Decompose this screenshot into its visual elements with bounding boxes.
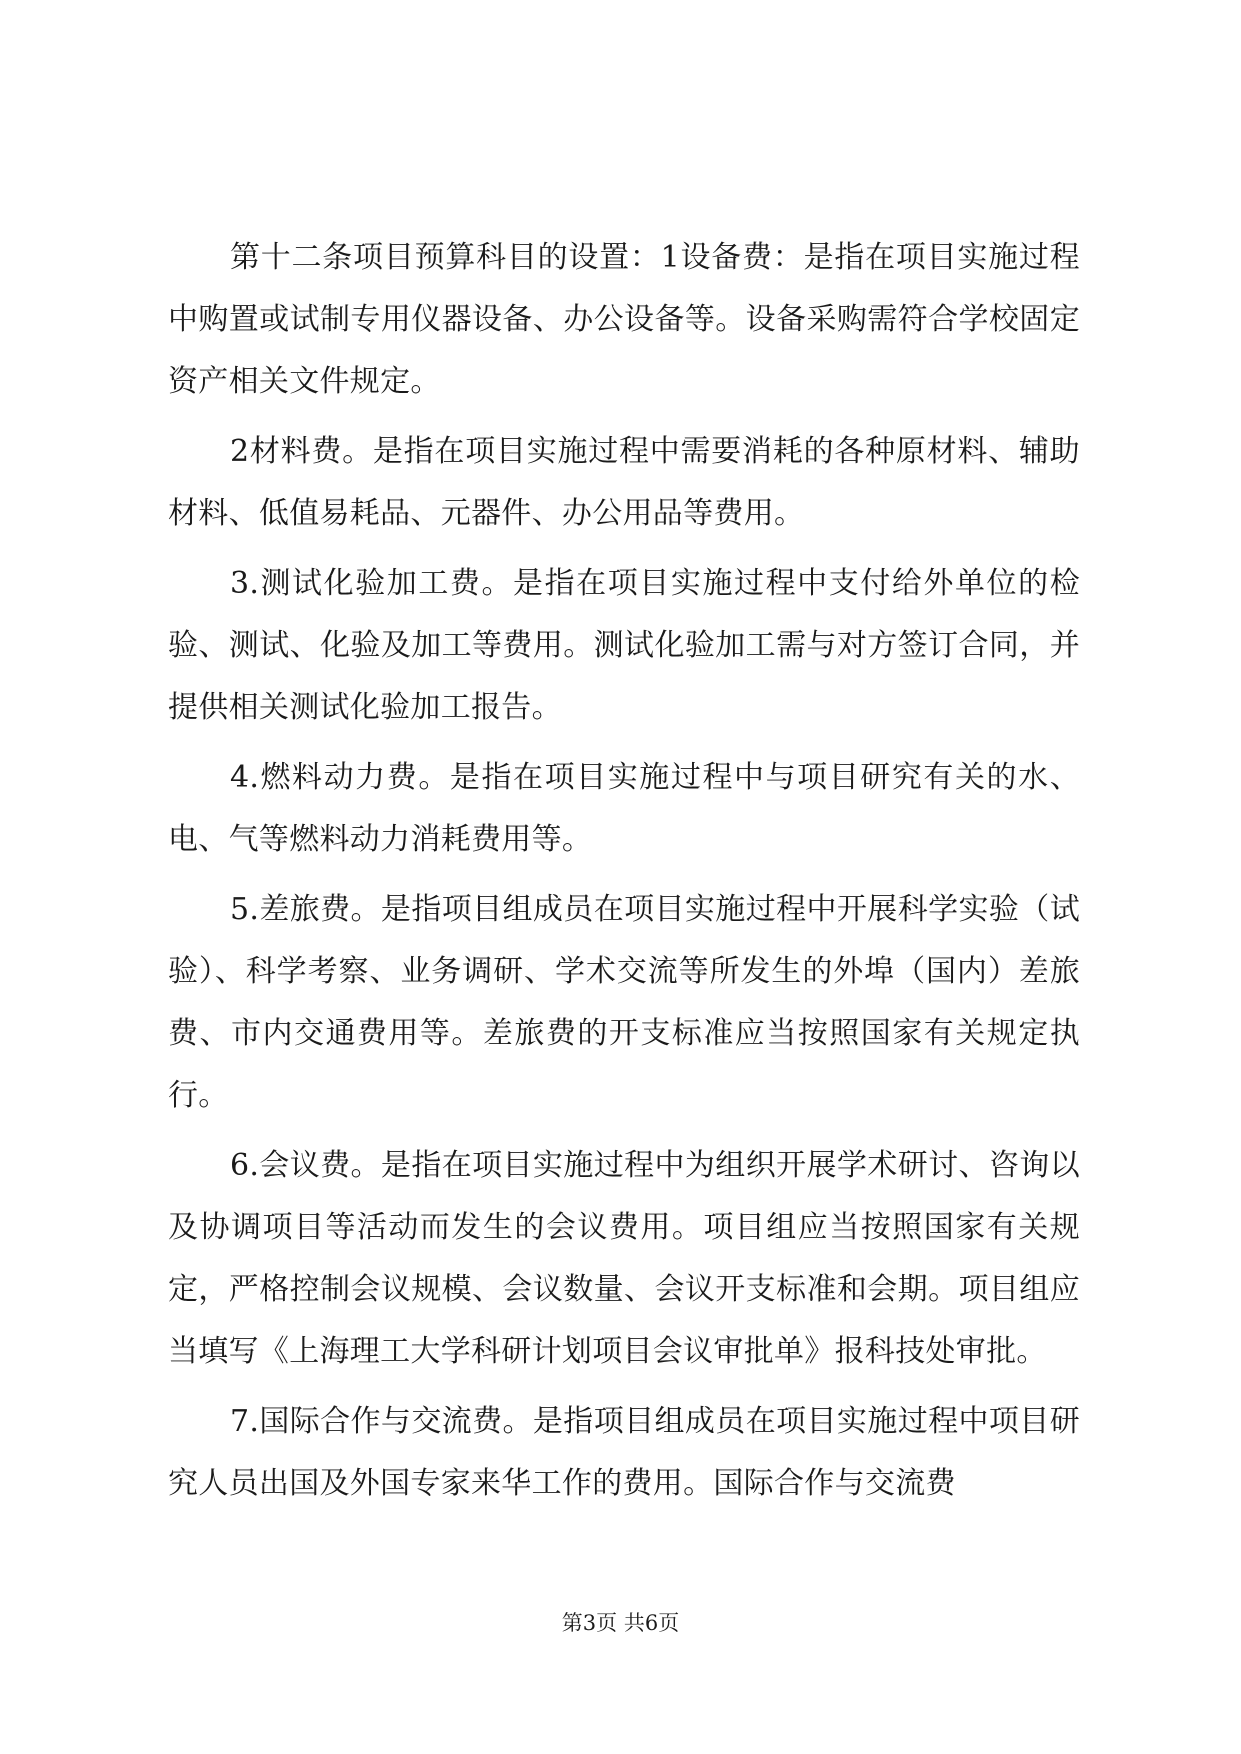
paragraph-travel-fee: 5.差旅费。是指项目组成员在项目实施过程中开展科学实验（试验）、科学考察、业务调研、学术交流等所发生的外埠（国内）差旅费、市内交通费用等。差旅费的开支标准应当按照国家有关规定执行。 (168, 892, 1080, 1113)
document-body (168, 227, 1080, 1523)
paragraph-international-fee: 7.国际合作与交流费。是指项目组成员在项目实施过程中项目研究人员出国及外国专家来华工作的费用。国际合作与交流费 (168, 1404, 1080, 1501)
page-number-footer: 第3页 共6页 (561, 1611, 680, 1635)
paragraph-meeting-fee: 6.会议费。是指在项目实施过程中为组织开展学术研讨、咨询以及协调项目等活动而发生的会议费用。项目组应当按照国家有关规定，严格控制会议规模、会议数量、会议开支标准和会期。项目组应当填写《上海理工大学科研计划项目会议审批单》报科技处审批。 (168, 1148, 1080, 1369)
paragraph-material-fee: 2材料费。是指在项目实施过程中需要消耗的各种原材料、辅助材料、低值易耗品、元器件、办公用品等费用。 (168, 434, 1080, 531)
paragraph-equipment-fee: 第十二条项目预算科目的设置：1设备费：是指在项目实施过程中购置或试制专用仪器设备、办公设备等。设备采购需符合学校固定资产相关文件规定。 (168, 240, 1080, 399)
paragraph-fuel-power-fee: 4.燃料动力费。是指在项目实施过程中与项目研究有关的水、电、气等燃料动力消耗费用等。 (168, 760, 1080, 857)
paragraph-testing-fee: 3.测试化验加工费。是指在项目实施过程中支付给外单位的检验、测试、化验及加工等费用。测试化验加工需与对方签订合同，并提供相关测试化验加工报告。 (168, 566, 1080, 725)
